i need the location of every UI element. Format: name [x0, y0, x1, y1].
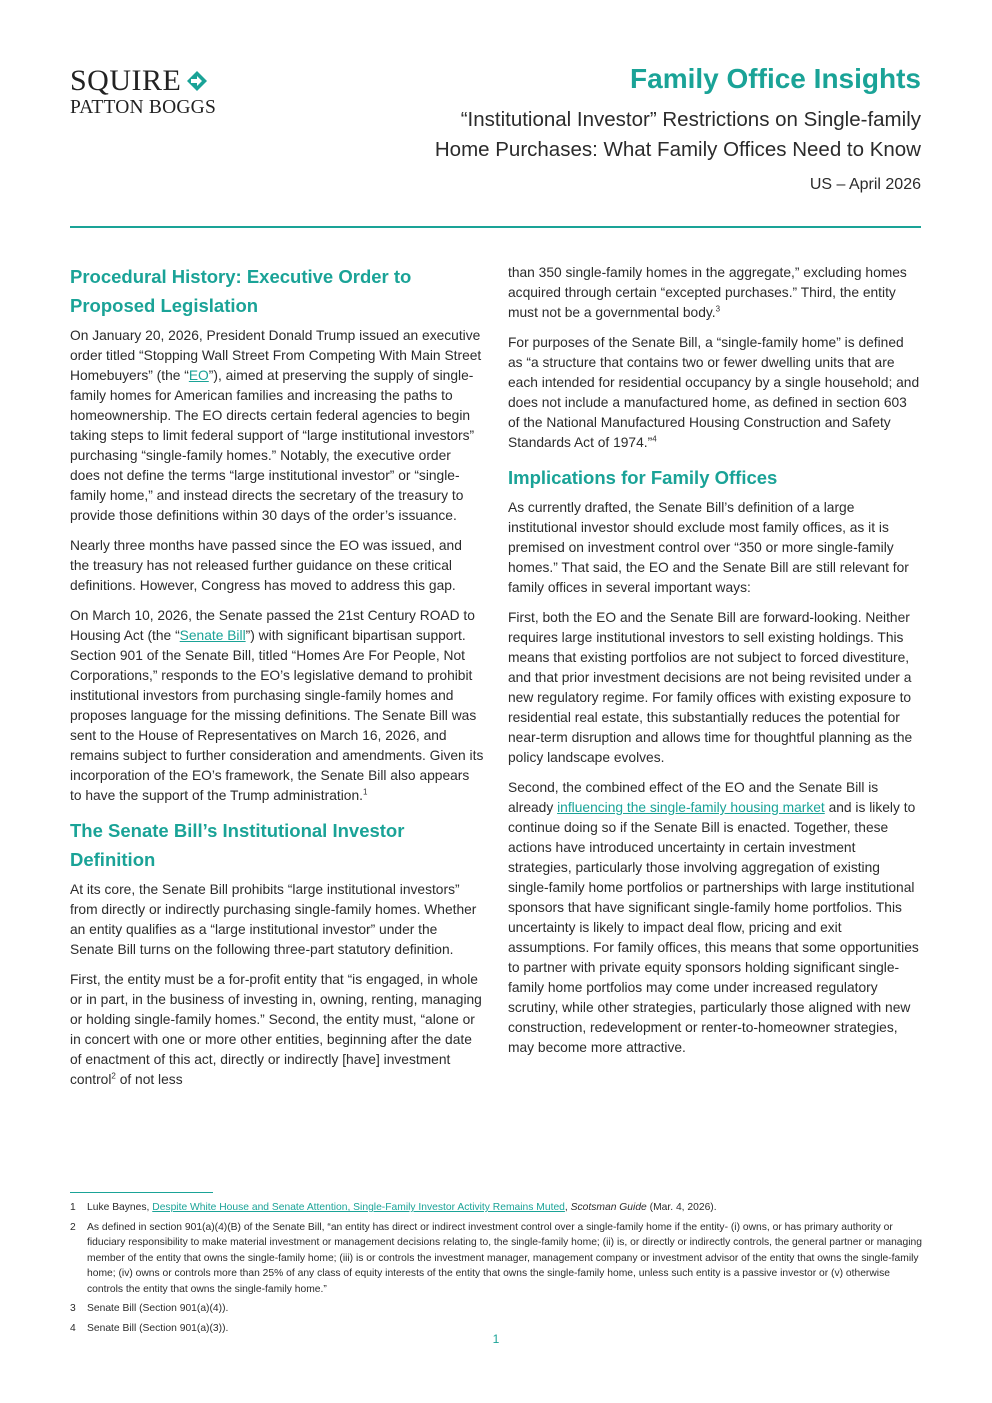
text-run: ”), aimed at preserving the supply of single-family homes for American families and increasing the paths to homeownership. The EO directs certain federal agencies to begin taking steps to limit federal support of “large institutional investors” purchasing “single-family homes.” Notably, the executive order does not define the terms “large institutional investor” or “single-family home,” and instead directs the secretary of the treasury to provide those definitions within 30 days of the order’s issuance.	[70, 368, 475, 523]
footnote-number: 3	[70, 1303, 76, 1314]
senate-bill-link[interactable]: Senate Bill	[179, 628, 246, 643]
heading-implications: Implications for Family Offices	[508, 467, 778, 488]
paragraph	[70, 970, 484, 1090]
paragraph: At its core, the Senate Bill prohibits “large institutional investors” from directly or indirectly purchasing single-family homes. Whether an entity qualifies as a “large institutional investor” under the Senate Bill turns on the following three-part statutory definition.	[70, 882, 477, 957]
article-title-line-1: “Institutional Investor” Restrictions on Single-family	[460, 108, 921, 131]
footnote-divider	[70, 1192, 213, 1193]
paragraph	[70, 326, 484, 526]
eo-link[interactable]: EO	[188, 368, 209, 383]
text-run: Senate Bill (Section 901(a)(4)).	[87, 1303, 229, 1314]
heading-institutional-investor-definition: The Senate Bill’s Institutional Investor Definition	[70, 820, 405, 870]
text-run: ,	[564, 1202, 571, 1213]
text-run: ”) with significant bipartisan support. Section 901 of the Senate Bill, titled “Homes Are For People, Not Corporations,” responds to the EO’s legislative demand to prohibit institutional investors from purchasing single-family homes and proposes language for the missing definitions. The Senate Bill was sent to the House of Representatives on March 16, 2026, and remains subject to further consideration and amendments. Given its incorporation of the EO’s framework, the Senate Bill also appears to have the support of the Trump administration.	[70, 628, 484, 803]
paragraph	[508, 333, 922, 453]
footnote-ref-4[interactable]: 4	[652, 434, 657, 444]
paragraph	[70, 606, 484, 806]
article-title	[361, 105, 921, 165]
footnote-3	[70, 1301, 922, 1317]
footnote-number: 2	[70, 1221, 76, 1233]
publication-name: Scotsman Guide	[570, 1202, 647, 1213]
footnote-ref-3[interactable]: 3	[715, 304, 721, 314]
text-run: than 350 single-family homes in the aggregate,” excluding homes acquired through certain “excepted purchases.” Third, the entity must not be a governmental body.	[508, 265, 907, 320]
text-run: and is likely to continue doing so if the Senate Bill is enacted. Together, these actions have introduced uncertainty in certain investment strategies, particularly those involving aggregation of existing single-family home portfolios or partnerships with large institutional sponsors that have significant single-family home portfolios. This uncertainty is likely to impact deal flow, pricing and exit assumptions. For family offices, this means that some opportunities to partner with private equity sponsors holding significant single-family home portfolios may come under increased regulatory scrutiny, while other strategies, particularly those aligned with new construction, redevelopment or renter-to-homeowner strategies, may become more attractive.	[508, 800, 919, 1055]
paragraph: As currently drafted, the Senate Bill’s definition of a large institutional investor should exclude most family offices, as it is premised on investment control over “350 or more single-family homes.” That said, the EO and the Senate Bill are still relevant for family offices in several important ways:	[508, 500, 909, 595]
footnote-ref-1[interactable]: 1	[362, 787, 368, 797]
text-run: (Mar. 4, 2026).	[646, 1202, 717, 1213]
paragraph: Nearly three months have passed since the EO was issued, and the treasury has not released further guidance on these critical definitions. However, Congress has moved to address this gap.	[70, 538, 462, 593]
text-run: Second, the combined effect of the EO and the Senate Bill is already	[508, 780, 879, 815]
logo-mark-icon	[186, 70, 208, 92]
right-column	[508, 263, 922, 1068]
paragraph	[508, 778, 922, 1058]
text-run: First, the entity must be a for-profit entity that “is engaged, in whole or in part, in the business of investing in, owning, renting, managing or holding single-family homes.” Second, the entity must, “alone or in concert with one or more other entities, beginning after the date of enactment of this act, directly or indirectly [have] investment control	[70, 972, 482, 1087]
footnote-number: 4	[70, 1322, 76, 1334]
footnote-2	[70, 1220, 922, 1298]
text-run: Senate Bill (Section 901(a)(3)).	[87, 1322, 229, 1334]
paragraph: First, both the EO and the Senate Bill are forward-looking. Neither requires large institutional investors to sell existing holdings. This means that existing portfolios are not subject to forced divestiture, and that prior investment decisions are not being revisited under a new regulatory regime. For family offices with existing exposure to residential real estate, this substantially reduces the potential for near-term disruption and allows time for thoughtful planning as the policy landscape evolves.	[508, 610, 913, 765]
footnote-ref-2[interactable]: 2	[111, 1071, 116, 1081]
left-column	[70, 262, 484, 1100]
text-run: Luke Baynes,	[87, 1202, 153, 1213]
text-run: On March 10, 2026, the Senate passed the 21st Century ROAD to Housing Act (the “	[70, 608, 475, 643]
header-divider	[70, 226, 921, 228]
text-run: of not less	[115, 1072, 183, 1087]
logo-wordmark-squire: SQUIRE	[70, 64, 182, 97]
text-run: On January 20, 2026, President Donald Trump issued an executive order titled “Stopping Wall Street From Competing With Main Street Homebuyers” (the “	[70, 328, 482, 383]
paragraph	[508, 263, 922, 323]
brand-logo	[70, 66, 270, 119]
footnotes	[70, 1200, 922, 1340]
text-run: As defined in section 901(a)(4)(B) of the Senate Bill, “an entity has direct or indirect investment control over a single-family home if the entity- (i) owns, or has primary authority or fiduciary responsibility to make material investment or management decisions relating to, the single-family home; (ii) is, or directly or indirectly controls, the general partner or managing member of the entity that owns the single-family home; (iii) is or controls the investment manager, management company or investment advisor of the entity that owns the single-family home; (iv) owns or controls more than 25% of any class of equity interests of the entity that owns the single-family home, unless such entity is a passive investor or (v) otherwise controls the entity that owns the single-family home.”	[87, 1221, 922, 1295]
heading-procedural-history: Procedural History: Executive Order to Proposed Legislation	[70, 266, 412, 316]
scotsman-guide-article-link[interactable]: Despite White House and Senate Attention, Single-Family Investor Activity Remains Muted	[152, 1202, 565, 1213]
region-date: US – April 2026	[809, 176, 921, 193]
text-run: For purposes of the Senate Bill, a “single-family home” is defined as “a structure that contains two or fewer dwelling units that are each intended for residential occupancy by a single household; and does not include a manufactured home, as defined in section 603 of the National Manufactured Housing Construction and Safety Standards Act of 1974.”	[508, 335, 920, 450]
page-number: 1	[492, 1332, 500, 1346]
housing-market-link[interactable]: influencing the single-family housing market	[557, 800, 825, 815]
footnote-number: 1	[70, 1202, 76, 1213]
publication-title: Family Office Insights	[630, 63, 921, 94]
article-title-line-2: Home Purchases: What Family Offices Need to Know	[434, 138, 921, 161]
footnote-1	[70, 1200, 922, 1216]
logo-wordmark-patton-boggs: PATTON BOGGS	[70, 97, 216, 118]
